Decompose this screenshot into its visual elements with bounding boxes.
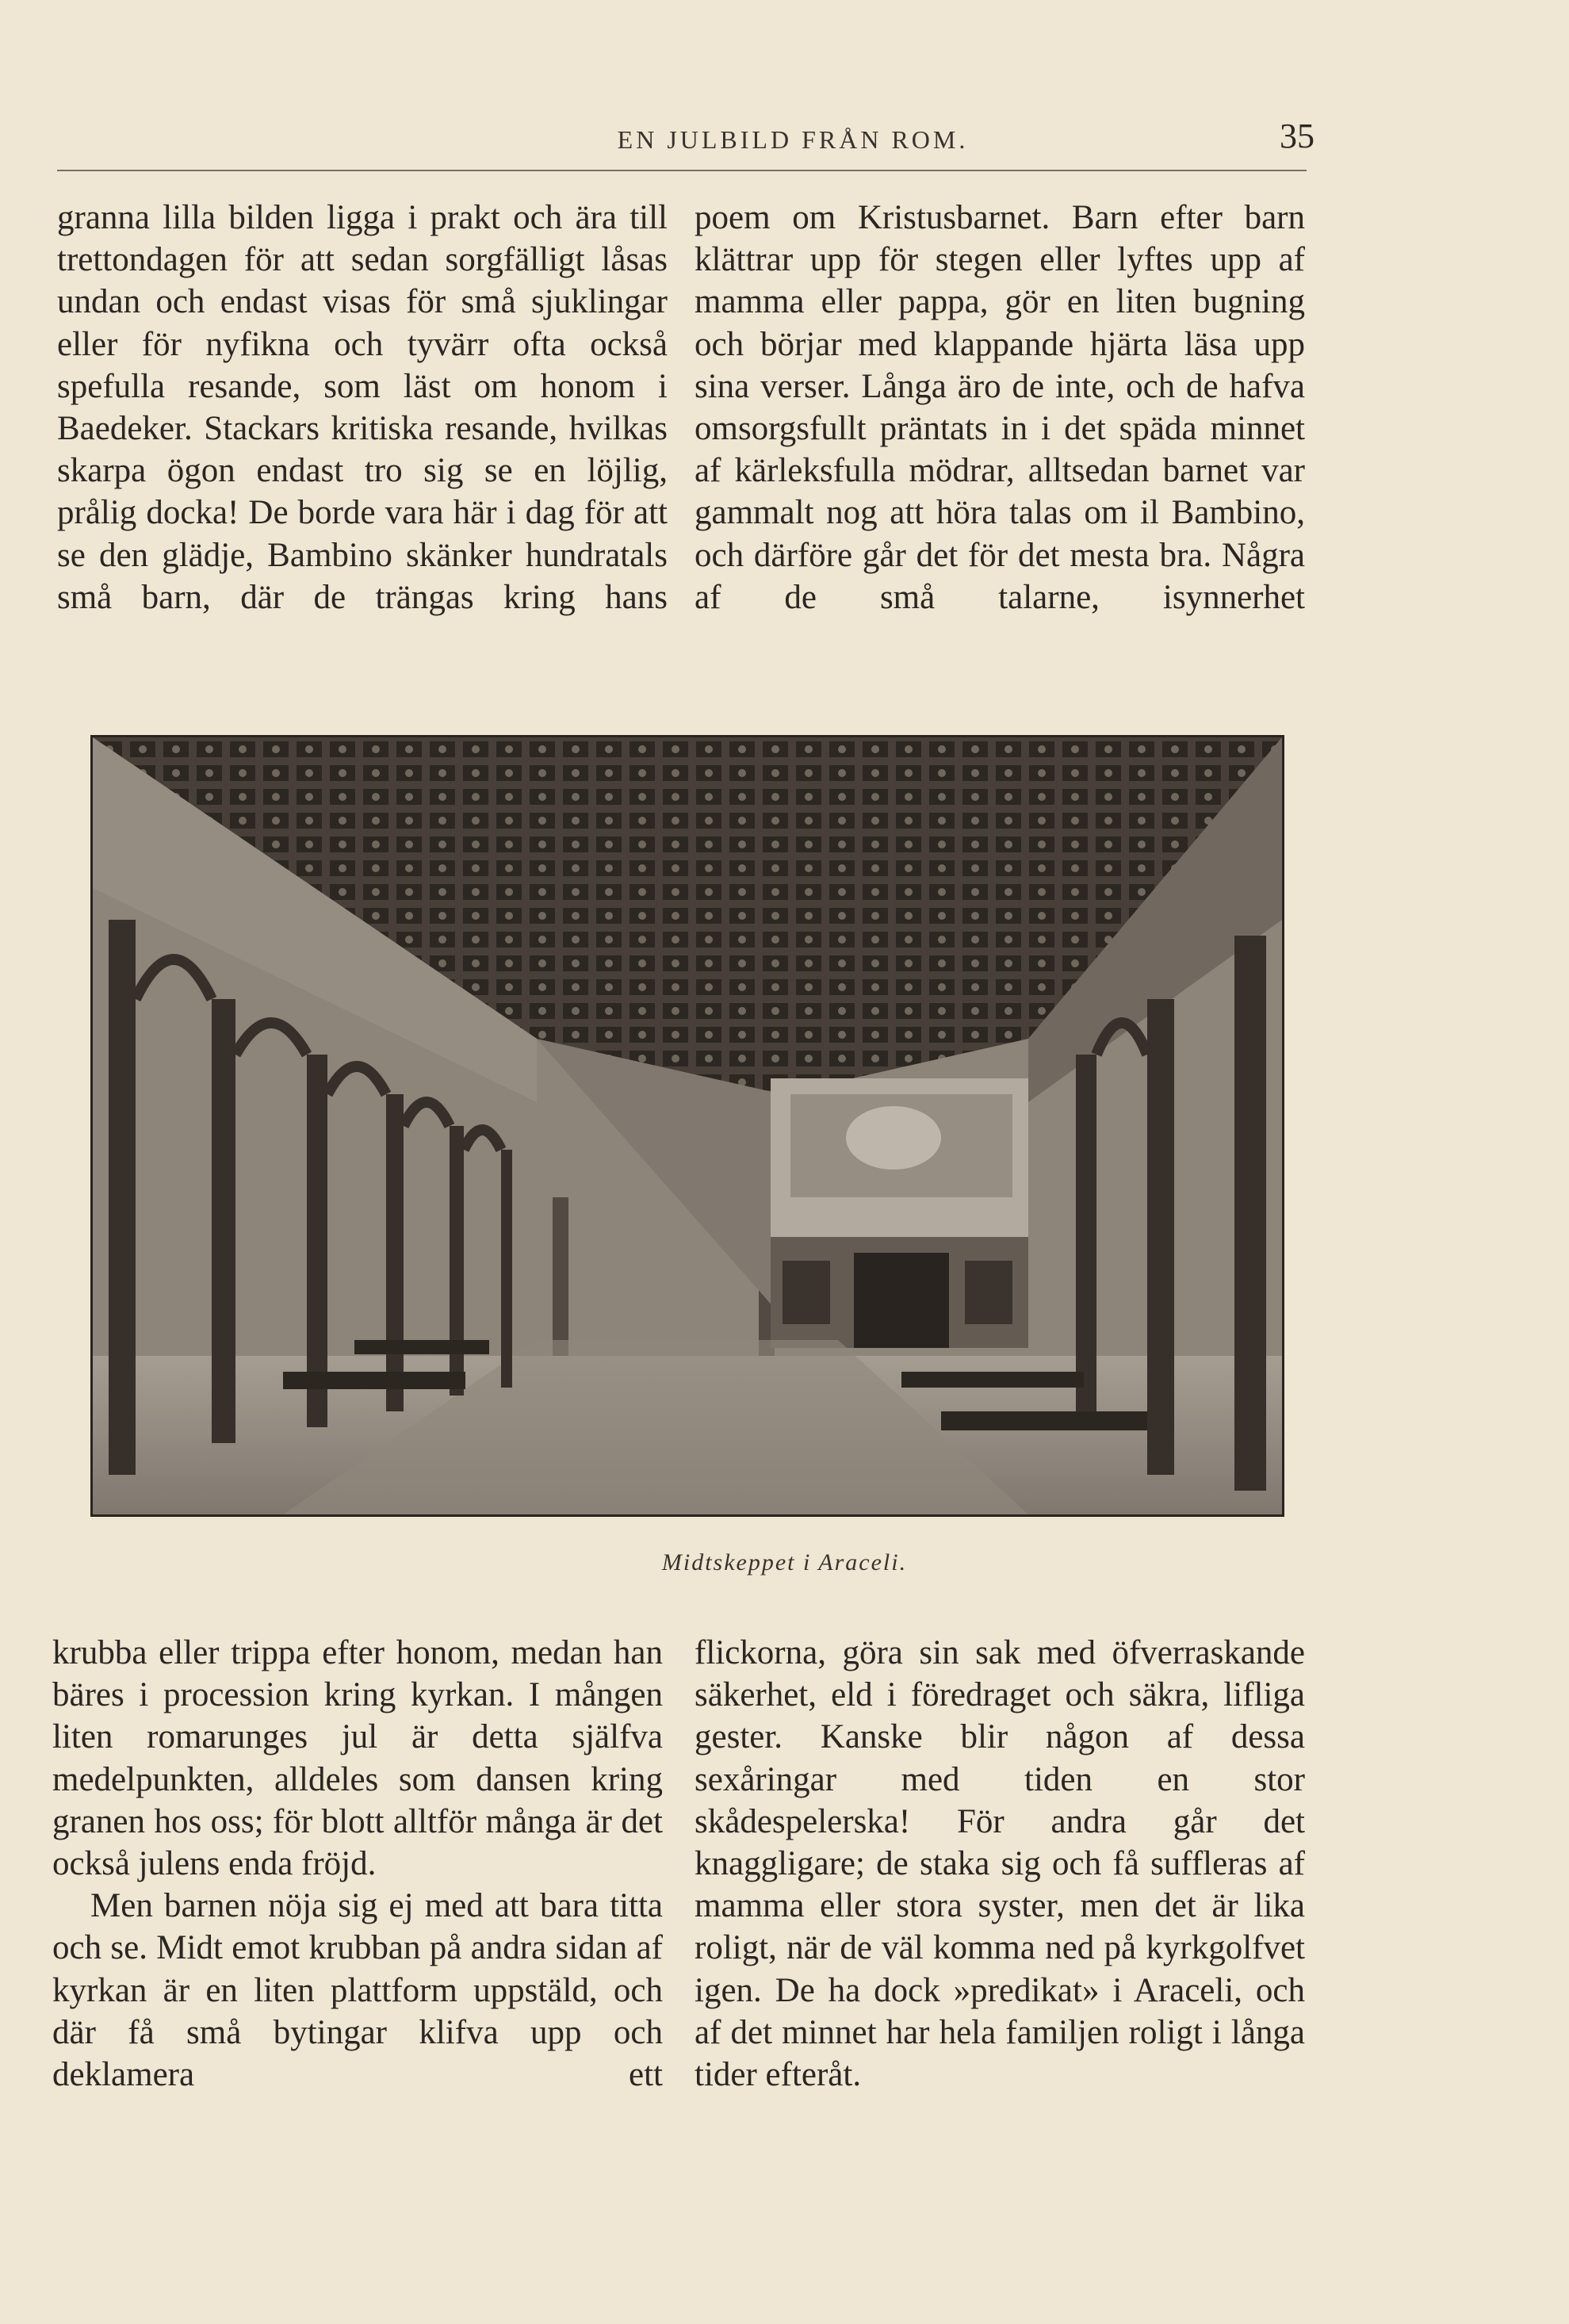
bottom-left-column [52, 1632, 663, 2096]
bottom-right-column [695, 1632, 1305, 2096]
running-head: EN JULBILD FRÅN ROM. [617, 125, 969, 154]
figure-caption: Midtskeppet i Araceli. [661, 1549, 908, 1575]
top-left-column [57, 197, 668, 618]
bottom-left-paragraph-2: Men barnen nöja sig ej med att bara titta och se. Midt emot krubban på andra sidan af kyrkan är en liten plattform uppstäld, och där få små bytingar klifva upp och deklamera ett [52, 1887, 663, 2094]
page-number: 35 [1280, 117, 1315, 155]
church-nave-illustration [90, 735, 1284, 1517]
bottom-right-paragraph: flickorna, göra sin sak med öfverraskande säkerhet, eld i föredraget och säkra, lifliga gester. Kanske blir någon af dessa sexåringar med tiden en stor skådespelerska! För andra går det knaggligare; de staka sig och få suffleras af mamma eller stora syster, men det är lika roligt, när de väl komma ned på kyrkgolfvet igen. De ha dock »predikat» i Araceli, och af det minnet har hela familjen roligt i långa tider efteråt. [695, 1634, 1305, 2094]
header-rule [57, 170, 1307, 171]
top-right-column [695, 197, 1305, 618]
top-right-paragraph: poem om Kristusbarnet. Barn efter barn klättrar upp för stegen eller lyftes upp af mamma eller pappa, gör en liten bugning och börjar med klappande hjärta läsa upp sina verser. Långa äro de inte, och de hafva omsorgsfullt präntats in i det späda minnet af kärleksfulla mödrar, alltsedan barnet var gammalt nog att höra talas om il Bambino, och därföre går det för det mesta bra. Några af de små talarne, isynnerhet [695, 199, 1305, 616]
top-left-paragraph: granna lilla bilden ligga i prakt och ära till trettondagen för att sedan sorgfälligt låsas undan och endast visas för små sjuklingar eller för nyfikna och tyvärr ofta också spefulla resande, som läst om honom i Baedeker. Stackars kritiska resande, hvilkas skarpa ögon endast tro sig se en löjlig, prålig docka! De borde vara här i dag för att se den glädje, Bambino skänker hundratals små barn, där de trängas kring hans [57, 199, 668, 616]
bottom-left-paragraph-1: krubba eller trippa efter honom, medan han bäres i procession kring kyrkan. I mången liten romarunges jul är detta själfva medelpunkten, alldeles som dansen kring granen hos oss; för blott alltför många är det också julens enda fröjd. [52, 1634, 663, 1883]
